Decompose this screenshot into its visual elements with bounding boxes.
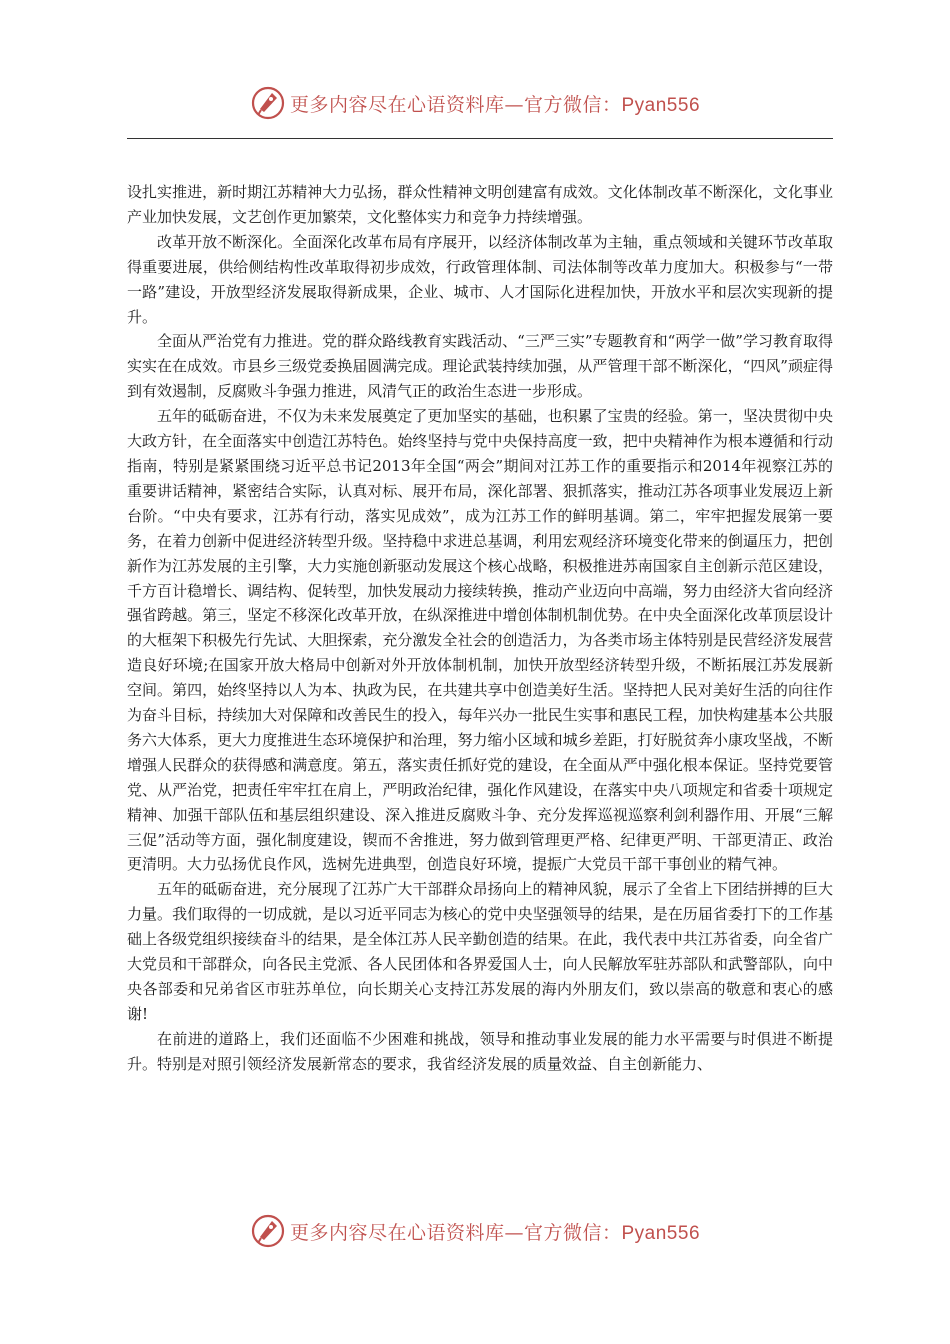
paragraph: 在前进的道路上，我们还面临不少困难和挑战，领导和推动事业发展的能力水平需要与时俱进不断提升。特别是对照引领经济发展新常态的要求，我省经济发展的质量效益、自主创新能力、	[127, 1029, 833, 1073]
paragraph: 五年的砥砺奋进，不仅为未来发展奠定了更加坚实的基础，也积累了宝贵的经验。第一，坚决贯彻中央大政方针，在全面落实中创造江苏特色。始终坚持与党中央保持高度一致，把中央精神作为根本遵循和行动指南，特别是紧紧围绕习近平总书记2013年全国“两会”期间对江苏工作的重要指示和2014年视察江苏的重要讲话精神，紧密结合实际，认真对标、展开布局，深化部署、狠抓落实，推动江苏各项事业发展迈上新台阶。“中央有要求，江苏有行动，落实见成效”，成为江苏工作的鲜明基调。第二，牢牢把握发展第一要务，在着力创新中促进经济转型升级。坚持稳中求进总基调，利用宏观经济环境变化带来的倒逼压力，把创新作为江苏发展的主引擎，大力实施创新驱动发展这个核心战略，积极推进苏南国家自主创新示范区建设，千方百计稳增长、调结构、促转型，加快发展动力接续转换，推动产业迈向中高端，努力由经济大省向经济强省跨越。第三，坚定不移深化改革开放，在纵深推进中增创体制机制优势。在中央全面深化改革顶层设计的大框架下积极先行先试、大胆探索，充分激发全社会的创造活力，为各类市场主体特别是民营经济发展营造良好环境;在国家开放大格局中创新对外开放体制机制，加快开放型经济转型升级，不断拓展江苏发展新空间。第四，始终坚持以人为本、执政为民，在共建共享中创造美好生活。坚持把人民对美好生活的向往作为奋斗目标，持续加大对保障和改善民生的投入，每年兴办一批民生实事和惠民工程，加快构建基本公共服务六大体系，更大力度推进生态环境保护和治理，努力缩小区域和城乡差距，打好脱贫奔小康攻坚战，不断增强人民群众的获得感和满意度。第五，落实责任抓好党的建设，在全面从严中强化根本保证。坚持党要管党、从严治党，把责任牢牢扛在肩上，严明政治纪律，强化作风建设，在落实中央八项规定和省委十项规定精神、加强干部队伍和基层组织建设、深入推进反腐败斗争、充分发挥巡视巡察利剑利器作用、开展“三解三促”活动等方面，强化制度建设，锲而不舍推进，努力做到管理更严格、纪律更严明、干部更清正、政治更清明。大力弘扬优良作风，选树先进典型，创造良好环境，提振广大党员干部干事创业的精气神。	[127, 407, 833, 874]
header-banner	[0, 80, 950, 126]
page-footer	[0, 1208, 950, 1254]
header-divider	[127, 138, 833, 139]
header-banner-text: 更多内容尽在心语资料库—官方微信：Pyan556	[289, 93, 701, 116]
paragraph: 五年的砥砺奋进，充分展现了江苏广大干部群众昂扬向上的精神风貌，展示了全省上下团结拼搏的巨大力量。我们取得的一切成就，是以习近平同志为核心的党中央坚强领导的结果，是在历届省委打下的工作基础上各级党组织接续奋斗的结果，是全体江苏人民辛勤创造的结果。在此，我代表中共江苏省委，向全省广大党员和干部群众，向各民主党派、各人民团体和各界爱国人士，向人民解放军驻苏部队和武警部队，向中央各部委和兄弟省区市驻苏单位，向长期关心支持江苏发展的海内外朋友们，致以崇高的敬意和衷心的感谢!	[127, 880, 833, 1023]
paragraph: 设扎实推进，新时期江苏精神大力弘扬，群众性精神文明创建富有成效。文化体制改革不断深化，文化事业产业加快发展，文艺创作更加繁荣，文化整体实力和竞争力持续增强。	[127, 183, 833, 226]
document-body	[127, 180, 833, 1077]
page-header	[0, 80, 950, 126]
footer-banner	[0, 1208, 950, 1254]
paragraph: 全面从严治党有力推进。党的群众路线教育实践活动、“三严三实”专题教育和“两学一做”学习教育取得实实在在成效。市县乡三级党委换届圆满完成。理论武装持续加强，从严管理干部不断深化，“四风”顽症得到有效遏制，反腐败斗争强力推进，风清气正的政治生态进一步形成。	[127, 332, 833, 401]
paragraph: 改革开放不断深化。全面深化改革布局有序展开，以经济体制改革为主轴，重点领域和关键环节改革取得重要进展，供给侧结构性改革取得初步成效，行政管理体制、司法体制等改革力度加大。积极参与“一带一路”建设，开放型经济发展取得新成果，企业、城市、人才国际化进程加快，开放水平和层次实现新的提升。	[127, 232, 833, 326]
wechat-id: Pyan556	[621, 1222, 701, 1244]
footer-banner-text: 更多内容尽在心语资料库—官方微信：Pyan556	[289, 1221, 701, 1244]
pen-nib-logo-icon	[250, 85, 286, 121]
pen-nib-logo-icon	[250, 1213, 286, 1249]
wechat-id: Pyan556	[621, 94, 701, 116]
